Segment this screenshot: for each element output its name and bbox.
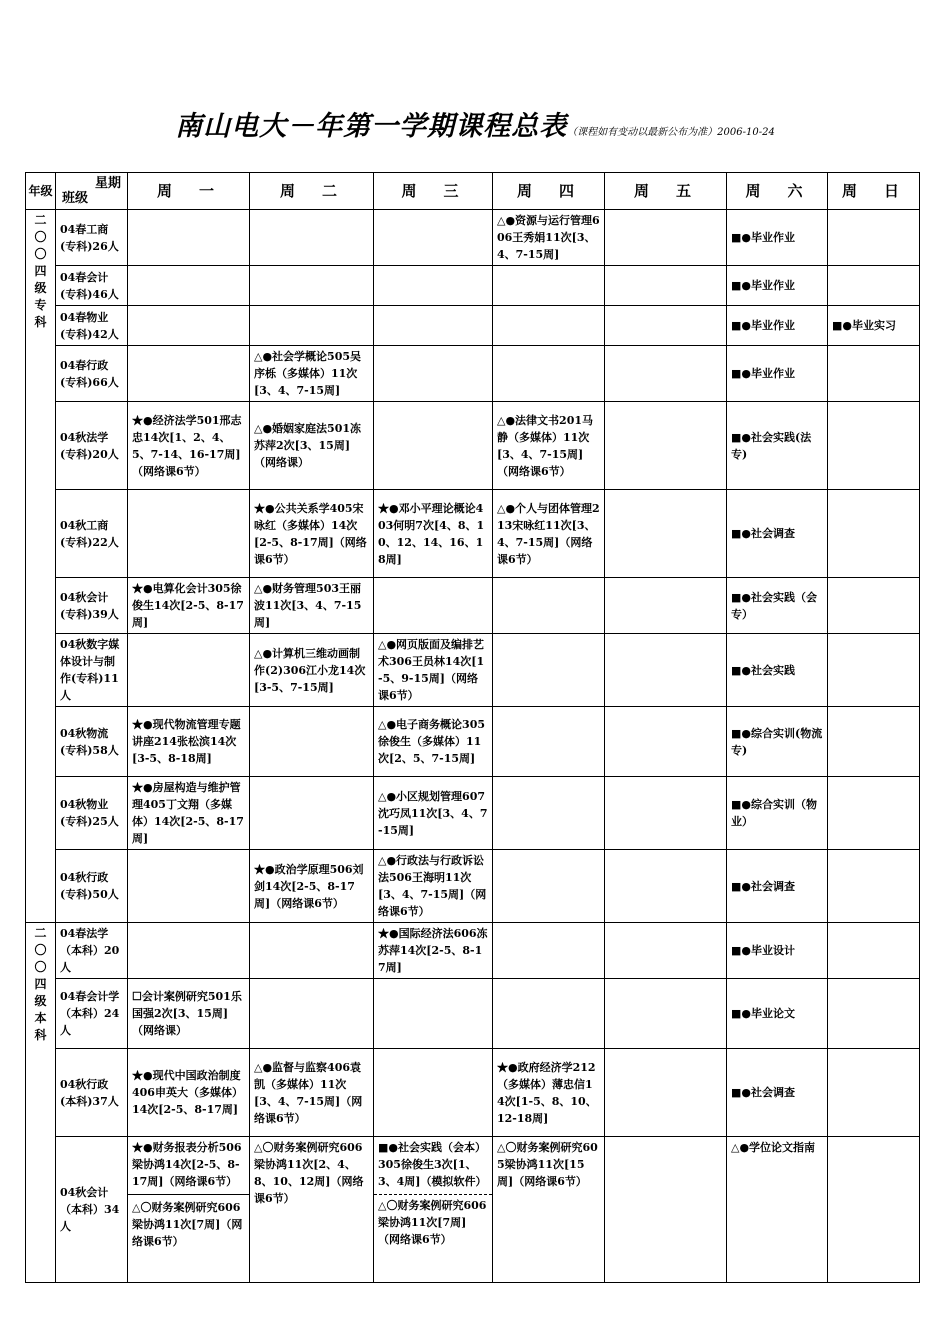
course-cell-wed: ★●国际经济法606冻苏萍14次[2-5、8-17周] bbox=[374, 923, 493, 979]
course-cell-sat: ■●社会调查 bbox=[727, 850, 828, 923]
course-cell-sat: ■●毕业作业 bbox=[727, 266, 828, 306]
class-name-cell: 04春会计学（本科）24人 bbox=[56, 979, 128, 1049]
course-cell-fri bbox=[605, 634, 727, 707]
grade-char: 本 bbox=[34, 1011, 47, 1025]
course-cell-sun bbox=[828, 1137, 920, 1283]
day-thu: 周 四 bbox=[493, 173, 605, 210]
course-cell-mon: ★●经济法学501邢志忠14次[1、2、4、5、7-14、16-17周]（网络课6节） bbox=[128, 402, 250, 490]
course-cell-mon bbox=[128, 850, 250, 923]
course-cell-fri bbox=[605, 1137, 727, 1283]
course-cell-wed bbox=[374, 210, 493, 266]
course-cell-thu: △●法律文书201马静（多媒体）11次[3、4、7-15周]（网络课6节） bbox=[493, 402, 605, 490]
grade-char: 〇 bbox=[34, 247, 47, 261]
class-name-cell: 04春会计(专科)46人 bbox=[56, 266, 128, 306]
grade-char: 级 bbox=[34, 994, 47, 1008]
course-cell-tue: △●婚姻家庭法501冻苏萍2次[3、15周]（网络课） bbox=[250, 402, 374, 490]
page-title bbox=[0, 104, 950, 143]
course-cell-fri bbox=[605, 266, 727, 306]
course-cell-sun: ■●毕业实习 bbox=[828, 306, 920, 346]
course-cell-tue: ★●政治学原理506刘剑14次[2-5、8-17周]（网络课6节） bbox=[250, 850, 374, 923]
course-cell-tue bbox=[250, 266, 374, 306]
class-name-cell: 04秋行政(本科)37人 bbox=[56, 1049, 128, 1137]
course-cell-sun bbox=[828, 1049, 920, 1137]
course-cell-thu bbox=[493, 850, 605, 923]
course-cell-tue: △〇财务案例研究606梁协鸿11次[2、4、8、10、12周]（网络课6节） bbox=[250, 1137, 374, 1283]
course-entry-secondary: △〇财务案例研究606梁协鸿11次[7周]（网络课6节） bbox=[128, 1194, 249, 1250]
course-cell-mon bbox=[128, 306, 250, 346]
course-cell-mon bbox=[128, 634, 250, 707]
course-cell-thu bbox=[493, 346, 605, 402]
grade-char: 二 bbox=[34, 213, 47, 227]
course-cell-tue: ★●公共关系学405宋咏红（多媒体）14次[2-5、8-17周]（网络课6节） bbox=[250, 490, 374, 578]
class-name-cell: 04春工商(专科)26人 bbox=[56, 210, 128, 266]
course-cell-sun bbox=[828, 210, 920, 266]
course-cell-fri bbox=[605, 923, 727, 979]
table-row bbox=[26, 578, 920, 634]
course-cell-thu: △〇财务案例研究605梁协鸿11次[15周]（网络课6节） bbox=[493, 1137, 605, 1283]
grade-char: 〇 bbox=[34, 230, 47, 244]
course-cell-sat: ■●社会实践(法专) bbox=[727, 402, 828, 490]
course-cell-sat: △●学位论文指南 bbox=[727, 1137, 828, 1283]
course-cell-fri bbox=[605, 979, 727, 1049]
grade-group-label bbox=[26, 210, 56, 923]
course-cell-tue bbox=[250, 777, 374, 850]
course-cell-sun bbox=[828, 490, 920, 578]
table-row bbox=[26, 346, 920, 402]
class-name-cell: 04秋物业(专科)25人 bbox=[56, 777, 128, 850]
class-name-cell: 04春物业(专科)42人 bbox=[56, 306, 128, 346]
course-cell-thu bbox=[493, 707, 605, 777]
course-cell-tue: △●社会学概论505吴序栎（多媒体）11次[3、4、7-15周] bbox=[250, 346, 374, 402]
course-cell-fri bbox=[605, 777, 727, 850]
table-row bbox=[26, 707, 920, 777]
class-name-cell: 04春法学（本科）20人 bbox=[56, 923, 128, 979]
schedule-table bbox=[25, 172, 920, 1283]
course-cell-mon bbox=[128, 210, 250, 266]
course-cell-wed: △●电子商务概论305徐俊生（多媒体）11次[2、5、7-15周] bbox=[374, 707, 493, 777]
course-cell-sun bbox=[828, 578, 920, 634]
grade-char: 二 bbox=[34, 926, 47, 940]
grade-char: 专 bbox=[34, 298, 47, 312]
day-sat: 周 六 bbox=[727, 173, 828, 210]
class-name-cell: 04秋会计（本科）34人 bbox=[56, 1137, 128, 1283]
course-cell-fri bbox=[605, 346, 727, 402]
day-sun: 周 日 bbox=[828, 173, 920, 210]
course-cell-wed bbox=[374, 578, 493, 634]
day-wed: 周 三 bbox=[374, 173, 493, 210]
course-cell-thu bbox=[493, 578, 605, 634]
course-cell-wed bbox=[374, 402, 493, 490]
table-row bbox=[26, 1049, 920, 1137]
course-entry: ★●财务报表分析506梁协鸿14次[2-5、8-17周]（网络课6节） bbox=[132, 1141, 242, 1188]
course-cell-thu bbox=[493, 306, 605, 346]
table-row bbox=[26, 850, 920, 923]
course-cell-wed bbox=[374, 1137, 493, 1283]
table-row bbox=[26, 923, 920, 979]
title-note: （课程如有变动以最新公布为准）2006-10-24 bbox=[567, 127, 775, 138]
course-cell-tue bbox=[250, 979, 374, 1049]
table-row bbox=[26, 1137, 920, 1283]
course-cell-fri bbox=[605, 210, 727, 266]
table-row bbox=[26, 210, 920, 266]
course-cell-wed: ★●邓小平理论概论403何明7次[4、8、10、12、14、16、18周] bbox=[374, 490, 493, 578]
course-cell-fri bbox=[605, 490, 727, 578]
course-cell-thu: △●资源与运行管理606王秀娟11次[3、4、7-15周] bbox=[493, 210, 605, 266]
class-name-cell: 04秋数字媒体设计与制作(专科)11人 bbox=[56, 634, 128, 707]
course-cell-mon bbox=[128, 490, 250, 578]
day-tue: 周 二 bbox=[250, 173, 374, 210]
course-cell-mon bbox=[128, 1137, 250, 1283]
course-cell-fri bbox=[605, 707, 727, 777]
course-cell-sun bbox=[828, 707, 920, 777]
class-name-cell: 04秋工商(专科)22人 bbox=[56, 490, 128, 578]
grade-char: 科 bbox=[34, 1028, 47, 1042]
grade-group-label bbox=[26, 923, 56, 1283]
course-cell-thu bbox=[493, 266, 605, 306]
table-row bbox=[26, 777, 920, 850]
course-cell-sun bbox=[828, 346, 920, 402]
grade-char: 级 bbox=[34, 281, 47, 295]
course-cell-sat: ■●社会调查 bbox=[727, 490, 828, 578]
course-cell-wed bbox=[374, 346, 493, 402]
course-cell-wed bbox=[374, 306, 493, 346]
table-row bbox=[26, 306, 920, 346]
course-cell-mon bbox=[128, 266, 250, 306]
course-cell-thu bbox=[493, 634, 605, 707]
course-cell-fri bbox=[605, 306, 727, 346]
grade-char: 科 bbox=[34, 315, 47, 329]
class-name-cell: 04秋物流(专科)58人 bbox=[56, 707, 128, 777]
course-cell-tue: △●计算机三维动画制作(2)306江小龙14次[3-5、7-15周] bbox=[250, 634, 374, 707]
course-cell-thu bbox=[493, 777, 605, 850]
day-fri: 周 五 bbox=[605, 173, 727, 210]
course-cell-sun bbox=[828, 979, 920, 1049]
course-cell-mon: ★●现代物流管理专题讲座214张松滨14次[3-5、8-18周] bbox=[128, 707, 250, 777]
table-row bbox=[26, 266, 920, 306]
table-row bbox=[26, 634, 920, 707]
grade-char: 四 bbox=[34, 264, 47, 278]
grade-char: 四 bbox=[34, 977, 47, 991]
course-cell-tue bbox=[250, 707, 374, 777]
course-cell-wed bbox=[374, 266, 493, 306]
course-cell-thu bbox=[493, 979, 605, 1049]
course-cell-sat: ■●毕业作业 bbox=[727, 210, 828, 266]
course-cell-sat: ■●综合实训（物业） bbox=[727, 777, 828, 850]
course-cell-mon bbox=[128, 346, 250, 402]
class-name-cell: 04秋行政(专科)50人 bbox=[56, 850, 128, 923]
course-cell-mon: ★●房屋构造与维护管理405丁文翔（多媒体）14次[2-5、8-17周] bbox=[128, 777, 250, 850]
day-mon: 周 一 bbox=[128, 173, 250, 210]
course-cell-sun bbox=[828, 923, 920, 979]
course-entry: ■●社会实践（会本）305徐俊生3次[1、3、4周]（模拟软件） bbox=[378, 1141, 487, 1188]
title-main: 南山电大－年第一学期课程总表 bbox=[175, 111, 568, 142]
table-row bbox=[26, 490, 920, 578]
course-cell-sat: ■●社会调查 bbox=[727, 1049, 828, 1137]
course-cell-sat: ■●综合实训(物流专) bbox=[727, 707, 828, 777]
course-cell-sat: ■●社会实践 bbox=[727, 634, 828, 707]
corner-weekday: 星期 bbox=[94, 176, 121, 191]
class-name-cell: 04秋法学(专科)20人 bbox=[56, 402, 128, 490]
table-row bbox=[26, 979, 920, 1049]
course-cell-wed bbox=[374, 1049, 493, 1137]
course-cell-sat: ■●毕业设计 bbox=[727, 923, 828, 979]
course-cell-thu: ★●政府经济学212（多媒体）薄忠信14次[1-5、8、10、12-18周] bbox=[493, 1049, 605, 1137]
class-name-cell: 04秋会计(专科)39人 bbox=[56, 578, 128, 634]
course-cell-sun bbox=[828, 850, 920, 923]
course-cell-tue bbox=[250, 306, 374, 346]
course-cell-thu: △●个人与团体管理213宋咏红11次[3、4、7-15周]（网络课6节） bbox=[493, 490, 605, 578]
course-cell-fri bbox=[605, 578, 727, 634]
course-entry-secondary: △〇财务案例研究606梁协鸿11次[7周]（网络课6节） bbox=[374, 1194, 492, 1248]
course-cell-tue bbox=[250, 210, 374, 266]
corner-class: 班级 bbox=[62, 191, 89, 206]
course-cell-thu bbox=[493, 923, 605, 979]
class-name-cell: 04春行政(专科)66人 bbox=[56, 346, 128, 402]
course-cell-sat: ■●毕业作业 bbox=[727, 306, 828, 346]
course-cell-mon: ★●现代中国政治制度406申英大（多媒体）14次[2-5、8-17周] bbox=[128, 1049, 250, 1137]
course-cell-fri bbox=[605, 1049, 727, 1137]
course-cell-mon: ★●电算化会计305徐俊生14次[2-5、8-17周] bbox=[128, 578, 250, 634]
course-cell-tue bbox=[250, 923, 374, 979]
course-cell-mon bbox=[128, 923, 250, 979]
grade-char: 〇 bbox=[34, 943, 47, 957]
course-cell-sun bbox=[828, 402, 920, 490]
course-cell-mon: ☐会计案例研究501乐国强2次[3、15周]（网络课） bbox=[128, 979, 250, 1049]
course-cell-tue: △●财务管理503王丽波11次[3、4、7-15周] bbox=[250, 578, 374, 634]
table-row bbox=[26, 402, 920, 490]
course-cell-wed: △●小区规划管理607沈巧凤11次[3、4、7-15周] bbox=[374, 777, 493, 850]
grade-header: 年级 bbox=[26, 173, 56, 210]
course-cell-sun bbox=[828, 266, 920, 306]
course-cell-fri bbox=[605, 402, 727, 490]
course-cell-wed: △●行政法与行政诉讼法506王海明11次[3、4、7-15周]（网络课6节） bbox=[374, 850, 493, 923]
course-cell-sat: ■●毕业作业 bbox=[727, 346, 828, 402]
course-cell-sun bbox=[828, 634, 920, 707]
course-cell-fri bbox=[605, 850, 727, 923]
course-cell-wed bbox=[374, 979, 493, 1049]
course-cell-tue: △●监督与监察406袁凯（多媒体）11次[3、4、7-15周]（网络课6节） bbox=[250, 1049, 374, 1137]
course-cell-sun bbox=[828, 777, 920, 850]
course-cell-sat: ■●社会实践（会专） bbox=[727, 578, 828, 634]
corner-header bbox=[56, 173, 128, 210]
grade-char: 〇 bbox=[34, 960, 47, 974]
header-row bbox=[26, 173, 920, 210]
course-cell-wed: △●网页版面及编排艺术306王员林14次[1-5、9-15周]（网络课6节） bbox=[374, 634, 493, 707]
course-cell-sat: ■●毕业论文 bbox=[727, 979, 828, 1049]
